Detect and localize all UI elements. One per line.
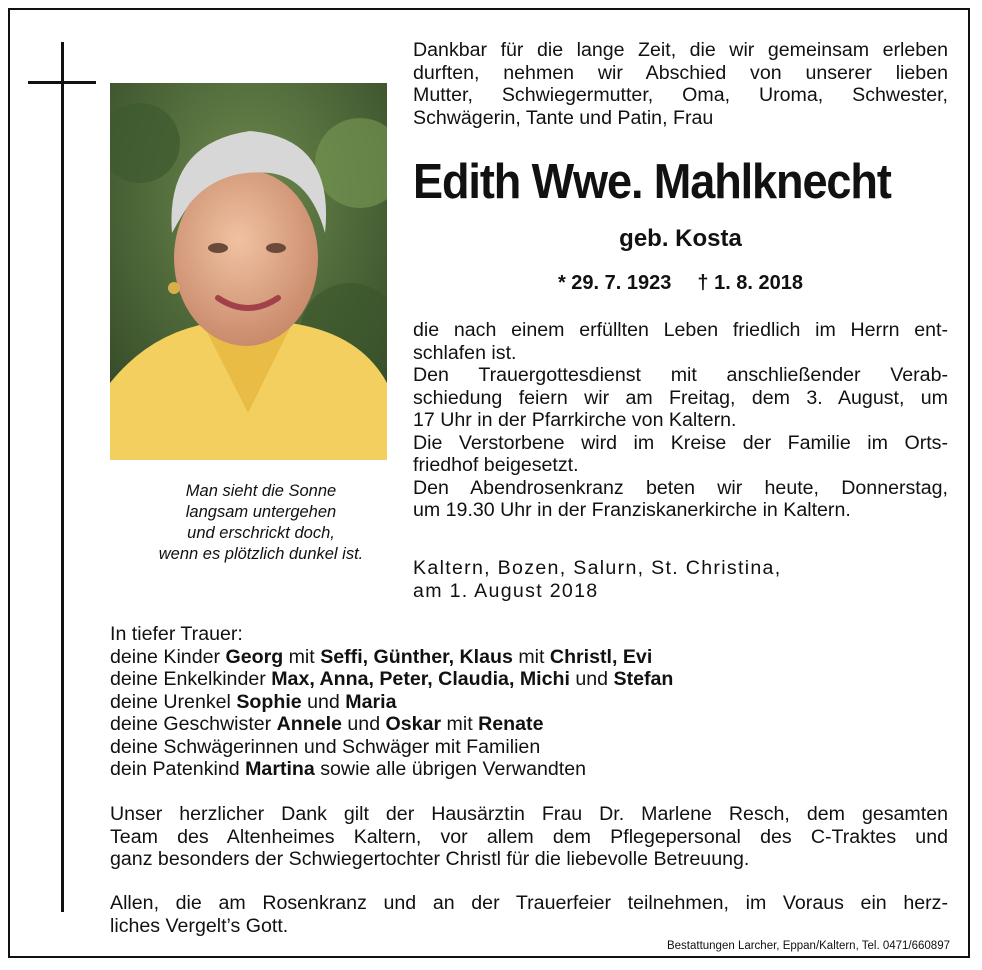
places-and-date bbox=[413, 557, 873, 602]
portrait-photo bbox=[110, 83, 387, 460]
death-date: † 1. 8. 2018 bbox=[697, 272, 804, 294]
thanks-line: ganz besonders der Schwiegertochter Christl für die liebevolle Betreuung. bbox=[110, 848, 750, 870]
mourners-list bbox=[110, 623, 948, 781]
mourner-line: deine Kinder Georg mit Seffi, Günther, Klaus mit Christl, Evi bbox=[110, 645, 653, 668]
mourner-line: deine Enkelkinder Max, Anna, Peter, Claudia, Michi und Stefan bbox=[110, 668, 674, 690]
body-line: die nach einem erfüllten Leben friedlich im Herrn ent- bbox=[413, 319, 948, 341]
quote-line: wenn es plötzlich dunkel ist. bbox=[158, 545, 364, 563]
thanks-line: Team des Altenheimes Kaltern, vor allem dem Pflegepersonal des C-Traktes und bbox=[110, 825, 948, 848]
body-line: 17 Uhr in der Pfarrkirche von Kaltern. bbox=[413, 409, 737, 431]
body-line: schiedung feiern wir am Freitag, dem 3. August, um bbox=[413, 386, 948, 409]
mourner-line: dein Patenkind Martina sowie alle übrigen Verwandten bbox=[110, 758, 587, 780]
life-dates bbox=[413, 272, 948, 295]
birth-date: * 29. 7. 1923 bbox=[557, 272, 672, 294]
cross-icon-bar bbox=[28, 81, 96, 84]
body-line: Die Verstorbene wird im Kreise der Familie im Orts- bbox=[413, 431, 948, 454]
closing-line: Allen, die am Rosenkranz und an der Trauerfeier teilnehmen, im Voraus ein herz- bbox=[110, 892, 948, 914]
thanks-text bbox=[110, 803, 948, 871]
service-text bbox=[413, 319, 948, 522]
deceased-name: Edith Wwe. Mahlknecht bbox=[413, 155, 891, 209]
quote-line: langsam untergehen bbox=[185, 503, 337, 521]
intro-line: Dankbar für die lange Zeit, die wir gemeinsam erleben bbox=[413, 39, 948, 61]
intro-line: Schwägerin, Tante und Patin, Frau bbox=[413, 106, 714, 129]
date-line: am 1. August 2018 bbox=[413, 579, 599, 602]
body-line: friedhof beigesetzt. bbox=[413, 454, 579, 476]
intro-line: durften, nehmen wir Abschied von unserer lieben bbox=[413, 61, 948, 84]
closing-line: liches Vergelt’s Gott. bbox=[110, 914, 289, 937]
body-line: schlafen ist. bbox=[413, 341, 517, 364]
birth-name: geb. Kosta bbox=[619, 225, 742, 252]
thanks-line: Unser herzlicher Dank gilt der Hausärztin Frau Dr. Marlene Resch, dem gesamten bbox=[110, 803, 948, 825]
quote bbox=[110, 481, 412, 565]
funeral-home-footer: Bestattungen Larcher, Eppan/Kaltern, Tel. 0471/660897 bbox=[666, 940, 950, 952]
cross-icon bbox=[61, 42, 64, 912]
mourner-line: deine Urenkel Sophie und Maria bbox=[110, 690, 397, 713]
places-line: Kaltern, Bozen, Salurn, St. Christina, bbox=[413, 557, 782, 579]
quote-line: Man sieht die Sonne bbox=[185, 482, 337, 500]
mourner-line: deine Schwägerinnen und Schwäger mit Familien bbox=[110, 735, 541, 758]
closing-thanks bbox=[110, 892, 948, 937]
body-line: Den Trauergottesdienst mit anschließender Verab- bbox=[413, 364, 948, 386]
mourners-heading: In tiefer Trauer: bbox=[110, 623, 243, 645]
intro-line: Mutter, Schwiegermutter, Oma, Uroma, Schwester, bbox=[413, 84, 948, 106]
intro-text bbox=[413, 39, 948, 129]
body-line: Den Abendrosenkranz beten wir heute, Donnerstag, bbox=[413, 476, 948, 499]
mourner-line: deine Geschwister Annele und Oskar mit Renate bbox=[110, 713, 544, 735]
quote-line: und erschrickt doch, bbox=[187, 524, 335, 542]
body-line: um 19.30 Uhr in der Franziskanerkirche in Kaltern. bbox=[413, 499, 851, 521]
